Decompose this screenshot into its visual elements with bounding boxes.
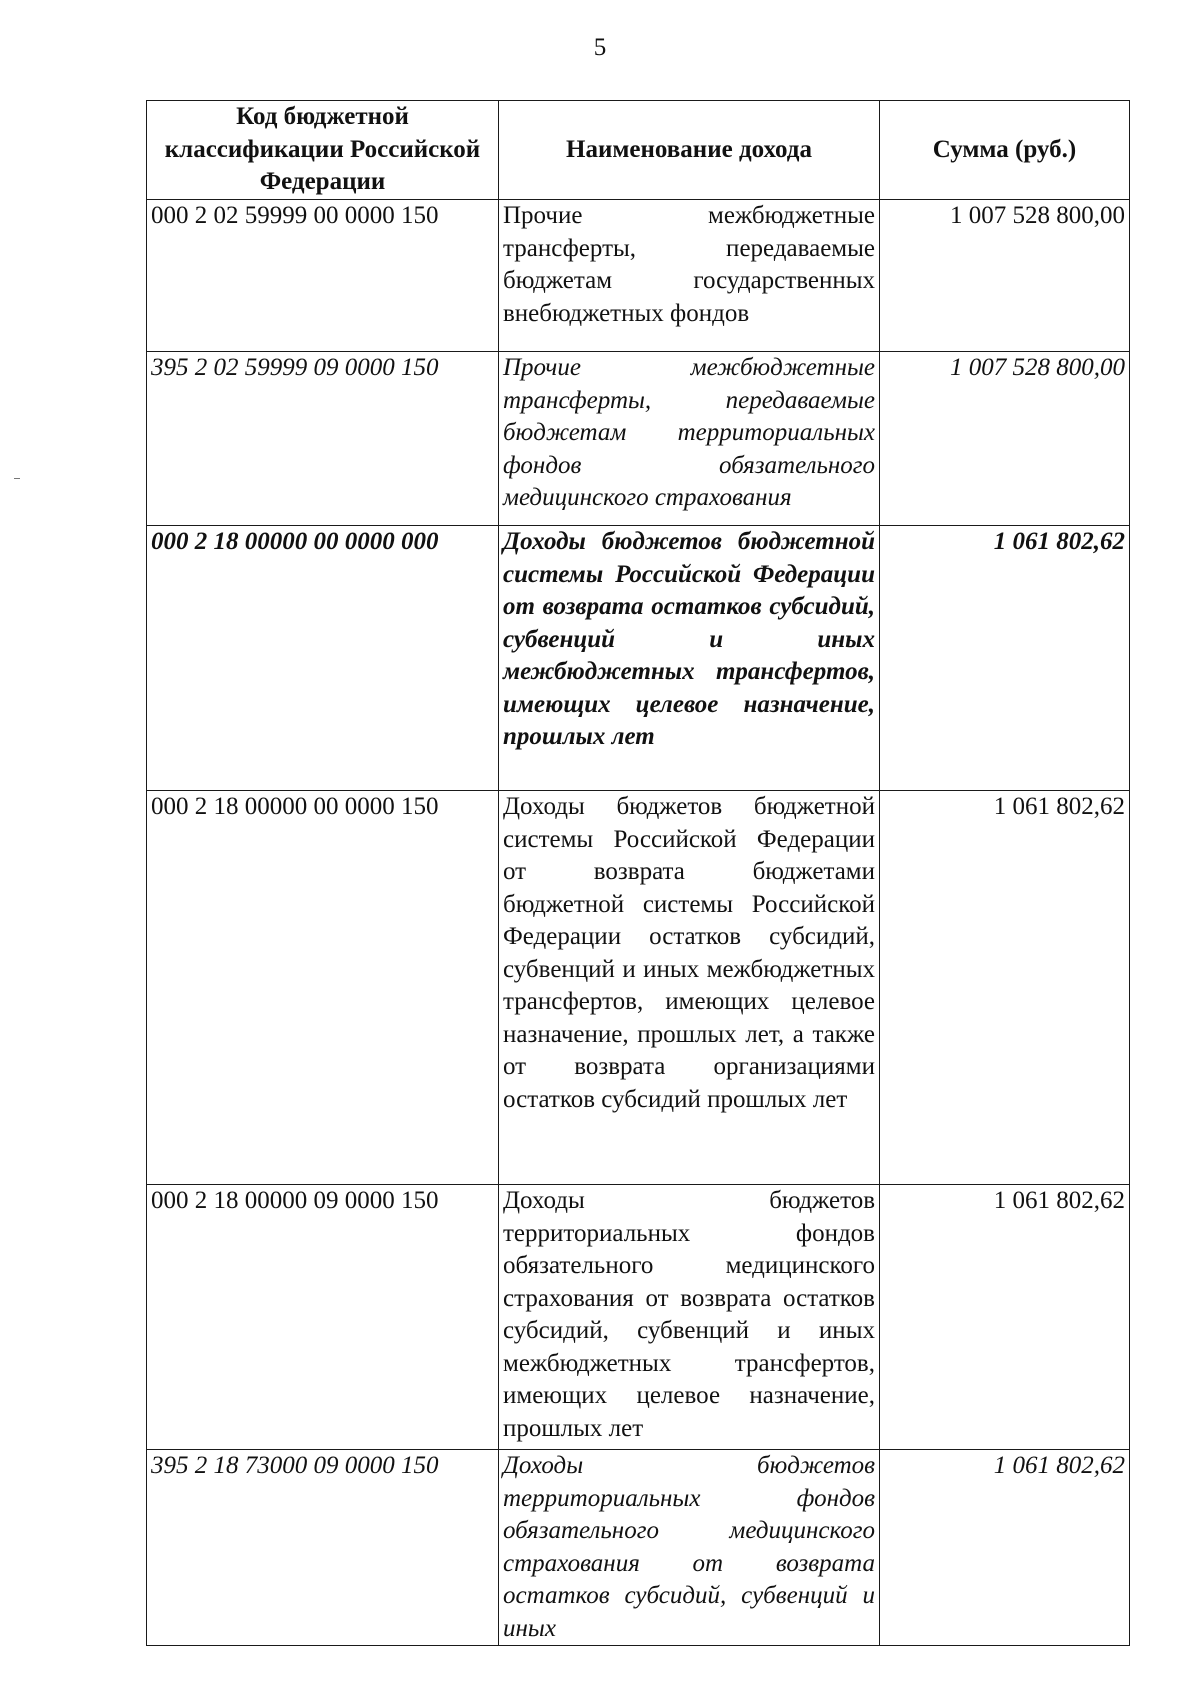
revenue-table [146,100,1130,1646]
row-name: Доходы бюджетов территориальных фондов обязательного медицинского страхования от возврата остатков субсидий, субвенций и иных межбюджетных трансфертов, имеющих целевое назначение, прошлых лет [499,1185,880,1450]
scan-mark [14,478,20,479]
table-row [147,200,1130,352]
row-code: 000 2 18 00000 00 0000 000 [147,526,499,791]
row-code: 000 2 02 59999 00 0000 150 [147,200,499,352]
row-code: 395 2 02 59999 09 0000 150 [147,352,499,526]
row-sum: 1 061 802,62 [880,526,1130,791]
table-row [147,1185,1130,1450]
table-row [147,1450,1130,1646]
table-row [147,791,1130,1185]
row-code: 000 2 18 00000 09 0000 150 [147,1185,499,1450]
row-name: Прочие межбюджетные трансферты, передаваемые бюджетам территориальных фондов обязательного медицинского страхования [499,352,880,526]
table-row [147,526,1130,791]
row-name: Прочие межбюджетные трансферты, передаваемые бюджетам государственных внебюджетных фондов [499,200,880,352]
table-row [147,352,1130,526]
row-name: Доходы бюджетов территориальных фондов обязательного медицинского страхования от возврата остатков субсидий, субвенций и иных [499,1450,880,1646]
header-sum: Сумма (руб.) [880,101,1130,200]
row-code: 000 2 18 00000 00 0000 150 [147,791,499,1185]
row-name: Доходы бюджетов бюджетной системы Российской Федерации от возврата остатков субсидий, субвенций и иных межбюджетных трансфертов, имеющих целевое назначение, прошлых лет [499,526,880,791]
page-number: 5 [593,34,607,61]
header-name: Наименование дохода [499,101,880,200]
row-sum: 1 061 802,62 [880,1185,1130,1450]
row-sum: 1 061 802,62 [880,1450,1130,1646]
row-name: Доходы бюджетов бюджетной системы Российской Федерации от возврата бюджетами бюджетной системы Российской Федерации остатков субсидий, субвенций и иных межбюджетных трансфертов, имеющих целевое назначение, прошлых лет, а также от возврата организациями остатков субсидий прошлых лет [499,791,880,1185]
header-code: Код бюджетной классификации Российской Федерации [147,101,499,200]
row-sum: 1 007 528 800,00 [880,352,1130,526]
row-sum: 1 007 528 800,00 [880,200,1130,352]
row-code: 395 2 18 73000 09 0000 150 [147,1450,499,1646]
table-header-row [147,101,1130,200]
row-sum: 1 061 802,62 [880,791,1130,1185]
